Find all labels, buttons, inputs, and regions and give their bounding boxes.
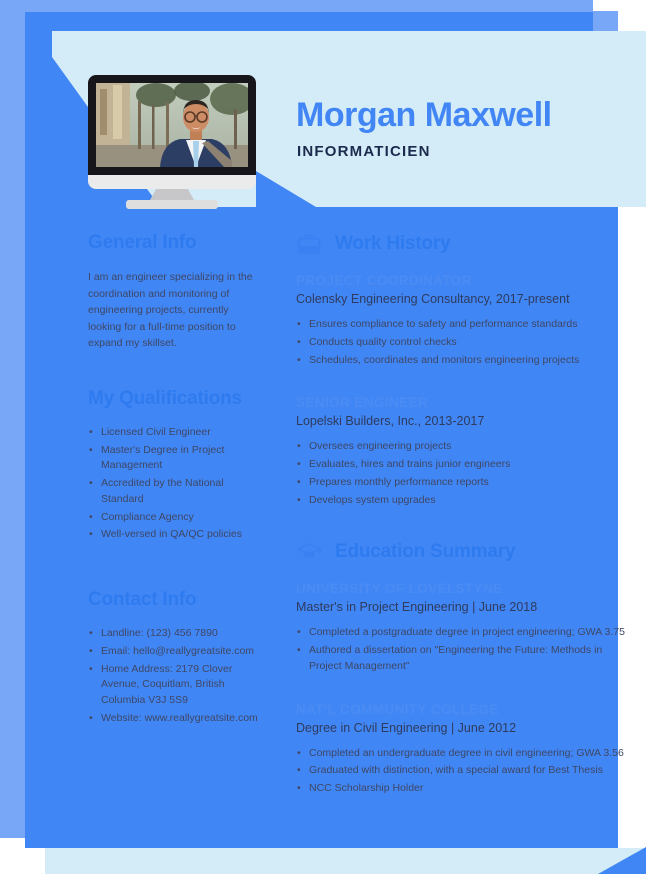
work-entry — [296, 395, 630, 508]
school-bullets — [296, 746, 630, 797]
school-bullet: • Completed an undergraduate degree in civil engineering; GWA 3.56 — [296, 746, 630, 762]
work-history-header — [296, 232, 630, 256]
school-bullet: • Graduated with distinction, with a special award for Best Thesis — [296, 763, 630, 779]
school-name: UNIVERSITY OF LOVELSTYNE — [296, 581, 503, 597]
work-history-entries — [296, 273, 630, 508]
education-entries — [296, 581, 630, 797]
job-bullet: • Conducts quality control checks — [296, 335, 630, 351]
contact-list — [88, 626, 258, 727]
section-contact — [88, 589, 258, 727]
education-header — [296, 540, 630, 564]
deco-left-strip — [0, 0, 25, 838]
general-info-text: I am an engineer specializing in the coordination and monitoring of engineering projects, currently looking for a full-time position to expand my skillset. — [88, 271, 253, 350]
deco-top-band — [0, 0, 593, 12]
job-bullet: • Schedules, coordinates and monitors engineering projects — [296, 353, 630, 369]
job-org: Lopelski Builders, Inc., 2013-2017 — [296, 414, 485, 429]
briefcase-icon — [296, 232, 322, 256]
job-bullet: • Oversees engineering projects — [296, 439, 630, 455]
education-entry — [296, 581, 630, 674]
qualification-item: • Master's Degree in Project Management — [88, 443, 258, 475]
deco-bottom-bar — [45, 848, 646, 874]
job-title: SENIOR ENGINEER — [296, 395, 429, 411]
contact-item: • Website: www.reallygreatsite.com — [88, 711, 258, 727]
deco-topright-square — [593, 11, 618, 31]
education-heading: Education Summary — [335, 541, 516, 563]
school-bullet: • Authored a dissertation on "Engineering the Future: Methods in Project Management" — [296, 643, 630, 675]
monitor-stand — [150, 189, 194, 200]
qualification-item: • Well-versed in QA/QC policies — [88, 527, 258, 543]
monitor-chin — [88, 171, 256, 189]
portrait-illustration — [96, 83, 248, 167]
section-general-info — [88, 232, 258, 352]
school-name: NAT'L COMMUNITY COLLEGE — [296, 701, 499, 717]
school-bullet: • Completed a postgraduate degree in project engineering; GWA 3.75 — [296, 625, 630, 641]
job-title: PROJECT COORDINATOR — [296, 273, 472, 288]
education-entry — [296, 702, 630, 797]
school-bullet: • NCC Scholarship Holder — [296, 781, 630, 797]
qualification-item: • Compliance Agency — [88, 510, 258, 526]
qualification-item: • Accredited by the National Standard — [88, 476, 258, 508]
right-column — [296, 232, 630, 824]
degree-line: Degree in Civil Engineering | June 2012 — [296, 720, 517, 735]
monitor-base — [126, 200, 218, 209]
general-info-heading: General Info — [88, 232, 197, 253]
degree-line: Master's in Project Engineering | June 2018 — [296, 600, 538, 615]
person-role: INFORMATICIEN — [297, 143, 431, 160]
job-bullets — [296, 317, 630, 368]
qualifications-heading: My Qualifications — [88, 387, 242, 409]
work-history-heading: Work History — [335, 233, 451, 254]
contact-item: • Home Address: 2179 Clover Avenue, Coquitlam, British Columbia V3J 5S9 — [88, 662, 258, 709]
qualifications-list — [88, 425, 258, 543]
section-qualifications — [88, 388, 258, 543]
graduation-cap-icon — [296, 540, 322, 564]
school-bullets — [296, 625, 630, 674]
qualification-item: • Licensed Civil Engineer — [88, 425, 258, 441]
job-bullet: • Prepares monthly performance reports — [296, 475, 630, 491]
contact-item: • Email: hello@reallygreatsite.com — [88, 644, 258, 660]
job-bullets — [296, 439, 630, 508]
contact-item: • Landline: (123) 456 7890 — [88, 626, 258, 642]
job-org: Colensky Engineering Consultancy, 2017-present — [296, 292, 570, 306]
person-name: Morgan Maxwell — [296, 96, 552, 134]
job-bullet: • Ensures compliance to safety and performance standards — [296, 317, 630, 333]
contact-heading: Contact Info — [88, 589, 197, 611]
job-bullet: • Evaluates, hires and trains junior engineers — [296, 457, 630, 473]
work-entry — [296, 273, 630, 368]
left-column — [88, 232, 258, 729]
profile-photo — [96, 83, 248, 167]
job-bullet: • Develops system upgrades — [296, 493, 630, 509]
